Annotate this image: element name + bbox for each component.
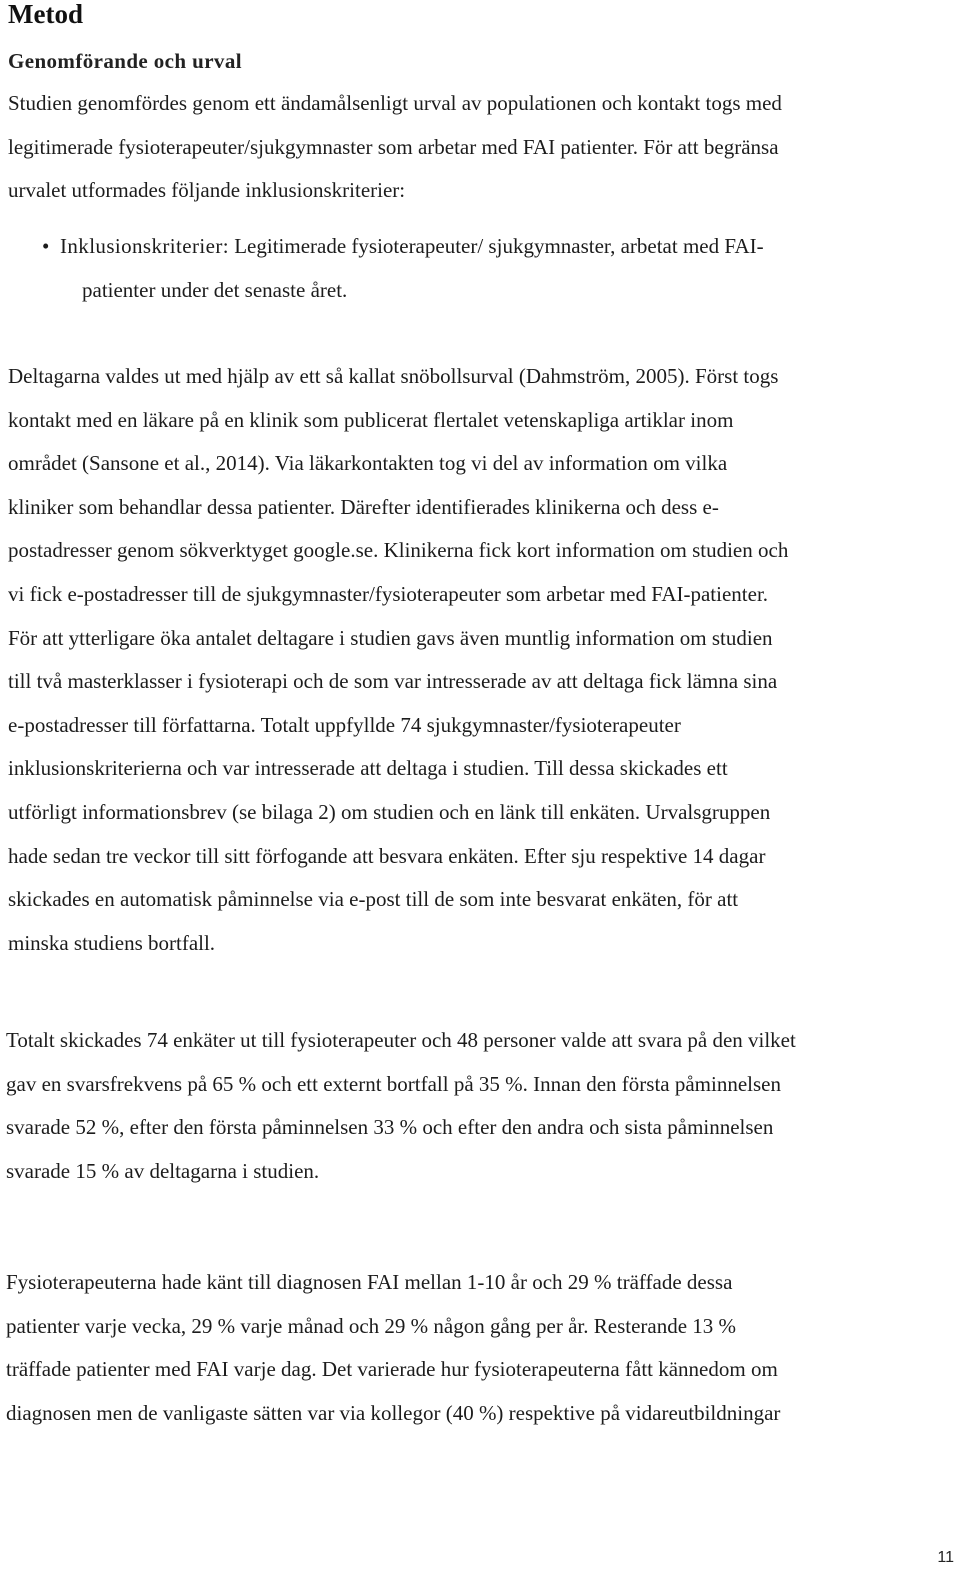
page-number: 11 [937,1549,954,1566]
text-line: patienter varje vecka, 29 % varje månad och 29 % någon gång per år. Resterande 13 % [6,1313,737,1338]
text-line: legitimerade fysioterapeuter/sjukgymnaster som arbetar med FAI patienter. För att begränsa [8,134,779,159]
subsection-heading: Genomförande och urval [8,49,242,73]
text-line: utförligt informationsbrev (se bilaga 2) om studien och en länk till enkäten. Urvalsgruppen [8,799,771,824]
physiotherapist-paragraph [6,1261,956,1435]
text-line: e-postadresser till författarna. Totalt uppfyllde 74 sjukgymnaster/fysioterapeuter [8,712,681,737]
text-line: träffade patienter med FAI varje dag. Det varierade hur fysioterapeuterna fått kännedom om [6,1357,778,1382]
text-line: till två masterklasser i fysioterapi och de som var intresserade av att deltaga fick lämna sina [8,669,778,694]
method-paragraph [8,355,953,965]
text-line: Studien genomfördes genom ett ändamålsenligt urval av populationen och kontakt togs med [8,91,782,115]
text-line: postadresser genom sökverktyget google.se. Klinikerna fick kort information om studien och [8,538,789,563]
bullet-label: Inklusionskriterier: [60,234,229,258]
text-line: kliniker som behandlar dessa patienter. Därefter identifierades klinikerna och dess e- [8,494,719,519]
bullet-text: Legitimerade fysioterapeuter/ sjukgymnaster, arbetat med FAI- [228,234,764,258]
text-line: vi fick e-postadresser till de sjukgymnaster/fysioterapeuter som arbetar med FAI-patienter. [8,581,769,606]
text-line: kontakt med en läkare på en klinik som publicerat flertalet vetenskapliga artiklar inom [8,407,734,432]
bullet-icon: • [42,234,50,258]
text-line: svarade 15 % av deltagarna i studien. [6,1158,320,1183]
text-line: minska studiens bortfall. [8,930,216,955]
text-line: gav en svarsfrekvens på 65 % och ett externt bortfall på 35 %. Innan den första påminnelsen [6,1071,781,1096]
text-line: inklusionskriterierna och var intresserade att deltaga i studien. Till dessa skickades ett [8,756,728,781]
text-line: För att ytterligare öka antalet deltagare i studien gavs även muntlig information om studien [8,625,773,650]
inclusion-criteria-bullet [42,225,922,312]
text-line: svarade 52 %, efter den första påminnelsen 33 % och efter den andra och sista påminnelsen [6,1115,774,1140]
text-line: Deltagarna valdes ut med hjälp av ett så kallat snöbollsurval (Dahmström, 2005). Först togs [8,364,779,388]
intro-paragraph [8,82,953,213]
text-line: skickades en automatisk påminnelse via e-post till de som inte besvarat enkäten, för att [8,887,739,912]
section-heading: Metod [8,0,83,29]
text-line: diagnosen men de vanligaste sätten var via kollegor (40 %) respektive på vidareutbildningar [6,1400,781,1425]
response-rate-paragraph [6,1019,956,1193]
text-line: Totalt skickades 74 enkäter ut till fysioterapeuter och 48 personer valde att svara på den vilket [6,1028,796,1052]
bullet-continuation: patienter under det senaste året. [82,277,348,302]
text-line: Fysioterapeuterna hade känt till diagnosen FAI mellan 1-10 år och 29 % träffade dessa [6,1270,733,1294]
text-line: urvalet utformades följande inklusionskriterier: [8,178,406,203]
text-line: området (Sansone et al., 2014). Via läkarkontakten tog vi del av information om vilka [8,451,728,476]
text-line: hade sedan tre veckor till sitt förfogande att besvara enkäten. Efter sju respektive 14 dagar [8,843,766,868]
